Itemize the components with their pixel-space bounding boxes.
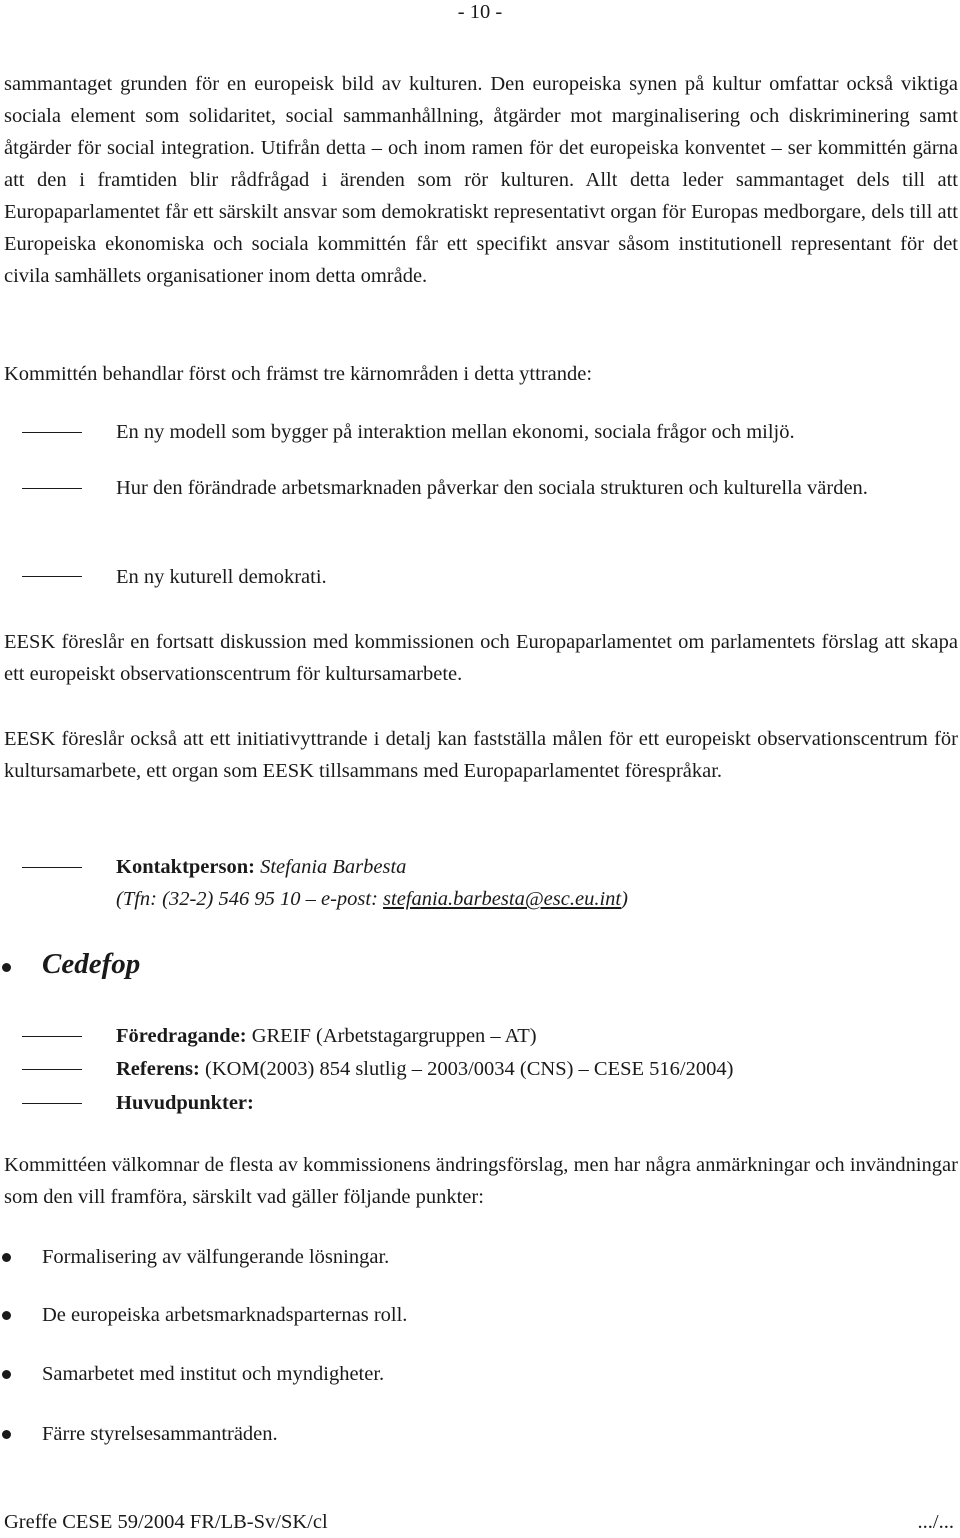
- point-item: Färre styrelsesammanträden.: [42, 1423, 278, 1445]
- contact-name: Stefania Barbesta: [260, 856, 407, 878]
- point-item: De europeiska arbetsmarknadsparternas roll.: [42, 1304, 408, 1326]
- detail-value: (KOM(2003) 854 slutlig – 2003/0034 (CNS) – CESE 516/2004): [205, 1058, 734, 1080]
- dash-marker: [22, 1069, 82, 1070]
- contact-details: [116, 883, 956, 915]
- dash-marker: [22, 488, 82, 489]
- contact-phone: (Tfn: (32-2) 546 95 10 – e-post:: [116, 888, 384, 910]
- core-area-item: En ny modell som bygger på interaktion mellan ekonomi, sociala frågor och miljö.: [116, 421, 795, 443]
- core-area-item: Hur den förändrade arbetsmarknaden påverkar den sociala strukturen och kulturella värden.: [116, 477, 868, 499]
- comments-paragraph: Kommittéen välkomnar de flesta av kommissionens ändringsförslag, men har några anmärkningar och invändningar som den vill framföra, särskilt vad gäller följande punkter:: [4, 1154, 958, 1208]
- section-title: Cedefop: [42, 948, 141, 980]
- page-number: - 10 -: [457, 1, 503, 23]
- detail-label: Föredragande:: [116, 1025, 247, 1047]
- dash-marker: [22, 432, 82, 433]
- contact-email-link[interactable]: stefania.barbesta@esc.eu.int: [383, 888, 622, 910]
- bullet-icon: [2, 1253, 11, 1262]
- detail-rapporteur: [116, 1020, 956, 1052]
- initiative-paragraph: EESK föreslår också att ett initiativyttrande i detalj kan fastställa målen för ett europeiskt observationscentrum för kultursamarbete, ett organ som EESK tillsammans med Europaparlamentet förespråkar.: [4, 728, 958, 782]
- detail-value: GREIF (Arbetstagargruppen – AT): [251, 1025, 537, 1047]
- contact-phone-suffix: ): [621, 888, 628, 910]
- core-areas-intro: Kommittén behandlar först och främst tre kärnområden i detta yttrande:: [4, 363, 593, 385]
- core-area-item: En ny kuturell demokrati.: [116, 566, 327, 588]
- contact-label: Kontaktperson:: [116, 856, 255, 878]
- detail-main-points: [116, 1087, 956, 1119]
- dash-marker: [22, 1036, 82, 1037]
- dash-marker: [22, 867, 82, 868]
- point-item: Formalisering av välfungerande lösningar.: [42, 1246, 390, 1268]
- dash-marker: [22, 1103, 82, 1104]
- bullet-icon: [2, 1430, 11, 1439]
- intro-paragraph: sammantaget grunden för en europeisk bild av kulturen. Den europeiska synen på kultur omfattar också viktiga sociala element som solidaritet, social sammanhållning, åtgärder mot marginalisering och diskriminering samt åtgärder för social integration. Utifrån detta – och inom ramen för det europeiska konventet – ser kommittén gärna att den i framtiden blir rådfrågad i ärenden som rör kulturen. Allt detta leder sammantaget dels till att Europaparlamentet får ett särskilt ansvar som demokratiskt representativt organ för Europas medborgare, dels till att Europeiska ekonomiska och sociala kommittén får ett specifikt ansvar såsom institutionell representant för det civila samhällets organisationer inom detta område.: [4, 73, 958, 287]
- detail-label: Huvudpunkter:: [116, 1092, 254, 1114]
- bullet-icon: [2, 1370, 11, 1379]
- proposal-paragraph: EESK föreslår en fortsatt diskussion med kommissionen och Europaparlamentet om parlamentets förslag att skapa ett europeiskt observationscentrum för kultursamarbete.: [4, 631, 958, 685]
- footer-reference: Greffe CESE 59/2004 FR/LB-Sv/SK/cl: [4, 1511, 328, 1533]
- bullet-icon: [2, 963, 11, 972]
- detail-reference: [116, 1053, 956, 1085]
- point-item: Samarbetet med institut och myndigheter.: [42, 1363, 385, 1385]
- footer-continued: .../...: [917, 1511, 954, 1533]
- contact-line: [116, 851, 956, 883]
- detail-label: Referens:: [116, 1058, 200, 1080]
- dash-marker: [22, 576, 82, 577]
- bullet-icon: [2, 1311, 11, 1320]
